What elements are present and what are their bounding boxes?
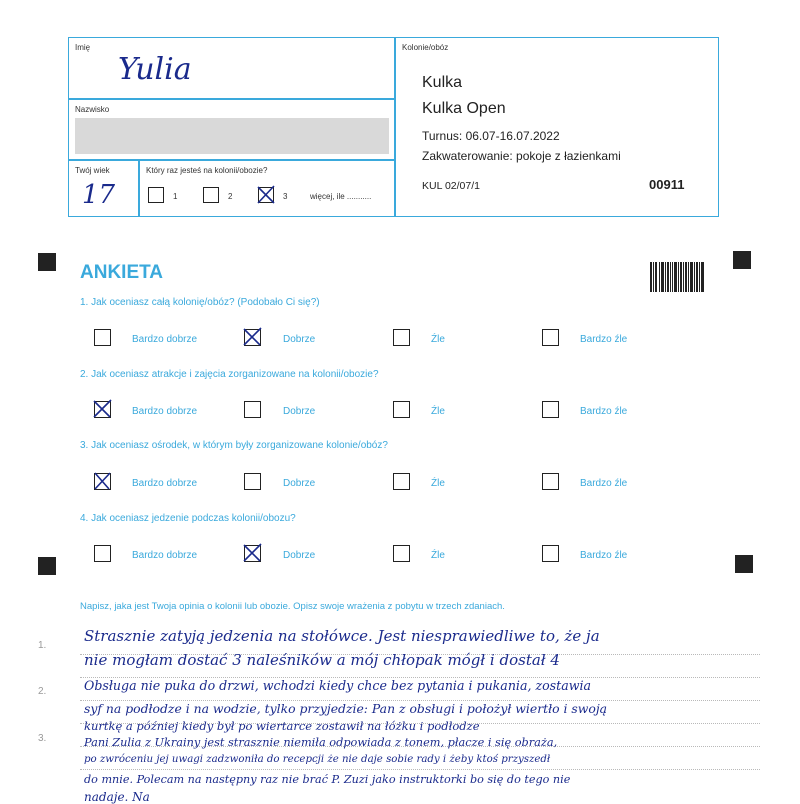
question-3: 3. Jak oceniasz ośrodek, w którym były zorganizowane kolonie/obóz? [80,440,388,451]
times-more-label: więcej, ile ........... [310,192,372,201]
q4-option-very-good: Bardzo dobrze [132,550,198,561]
name-label: Imię [75,43,91,52]
age-value: 17 [82,180,116,210]
handwriting-line-3: Obsługa nie puka do drzwi, wchodzi kiedy chce bez pytania i pukania, zostawia [84,678,592,693]
header-divider-surname [68,159,395,161]
handwriting-line-5: kurtkę a później kiedy był po wiertarce zostawił na łóżku i podłodze [84,719,480,733]
times-option-1: 1 [173,192,178,201]
q1-option-good: Dobrze [283,334,316,345]
question-1: 1. Jak oceniasz całą kolonię/obóz? (Podobało Ci się?) [80,297,320,308]
q3-checkbox-good[interactable] [244,473,261,490]
q3-option-bad: Źle [431,478,445,489]
line-number-2: 2. [38,686,47,697]
q3-option-good: Dobrze [283,478,316,489]
times-option-3: 3 [283,192,288,201]
writing-line [80,769,760,770]
q4-checkbox-very-good[interactable] [94,545,111,562]
registration-marker-top-left [38,253,56,271]
q3-option-very-good: Bardzo dobrze [132,478,198,489]
q2-checkbox-very-good[interactable] [94,401,111,418]
question-4: 4. Jak oceniasz jedzenie podczas kolonii/obozu? [80,513,296,524]
q1-checkbox-very-good[interactable] [94,329,111,346]
q4-option-bad: Źle [431,550,445,561]
surname-label: Nazwisko [75,105,110,114]
header-divider-age [138,159,140,217]
q2-checkbox-good[interactable] [244,401,261,418]
header-divider-name [68,98,395,100]
q2-checkbox-bad[interactable] [393,401,410,418]
registration-marker-bottom-right [735,555,753,573]
survey-title: ANKIETA [80,262,164,283]
q1-option-very-good: Bardzo dobrze [132,334,198,345]
handwriting-line-6: Pani Zulia z Ukrainy jest strasznie niemiła odpowiada z tonem, płacze i się obraża, [84,736,558,749]
q3-checkbox-very-good[interactable] [94,473,111,490]
q2-option-very-good: Bardzo dobrze [132,406,198,417]
opinion-prompt: Napisz, jaka jest Twoja opinia o kolonii lub obozie. Opisz swoje wrażenia z pobytu w trzech zdaniach. [80,601,505,612]
q1-option-bad: Źle [431,334,445,345]
q1-checkbox-good[interactable] [244,329,261,346]
times-checkbox-3[interactable] [258,187,274,203]
q4-checkbox-good[interactable] [244,545,261,562]
q2-option-very-bad: Bardzo źle [580,406,628,417]
accommodation: Zakwaterowanie: pokoje z łazienkami [422,149,621,163]
turnus: Turnus: 06.07-16.07.2022 [422,129,560,143]
q2-checkbox-very-bad[interactable] [542,401,559,418]
q2-option-good: Dobrze [283,406,316,417]
camp-label: Kolonie/obóz [402,43,449,52]
header-divider-vertical [394,37,396,217]
q3-option-very-bad: Bardzo źle [580,478,628,489]
q1-checkbox-bad[interactable] [393,329,410,346]
handwriting-line-1: Strasznie zatyją jedzenia na stołówce. Jest niesprawiedliwe to, że ja [84,627,600,645]
q4-option-good: Dobrze [283,550,316,561]
question-2: 2. Jak oceniasz atrakcje i zajęcia zorganizowane na kolonii/obozie? [80,369,379,380]
times-label: Który raz jesteś na kolonii/obozie? [146,166,268,175]
handwriting-line-8: do mnie. Polecam na następny raz nie brać P. Zuzi jako instruktorki bo się do tego nie [84,773,571,786]
q4-option-very-bad: Bardzo źle [580,550,628,561]
times-checkbox-1[interactable] [148,187,164,203]
q3-checkbox-very-bad[interactable] [542,473,559,490]
q1-option-very-bad: Bardzo źle [580,334,628,345]
line-number-3: 3. [38,733,47,744]
age-label: Twój wiek [75,166,110,175]
q1-checkbox-very-bad[interactable] [542,329,559,346]
barcode-icon [650,262,704,292]
camp-name: Kulka [422,74,463,91]
line-number-1: 1. [38,640,47,651]
camp-code: KUL 02/07/1 [422,180,480,192]
registration-marker-bottom-left [38,557,56,575]
q3-checkbox-bad[interactable] [393,473,410,490]
handwriting-line-4: syf na podłodze i na wodzie, tylko przyjedzie: Pan z obsługi i położył wiertło i swoją [84,701,608,716]
camp-program: Kulka Open [422,100,506,117]
surname-redacted [75,118,389,154]
registration-marker-top-right [733,251,751,269]
times-checkbox-2[interactable] [203,187,219,203]
name-value: Yulia [118,52,192,87]
handwriting-line-2: nie mogłam dostać 3 naleśników a mój chłopak mógł i dostał 4 [84,651,560,669]
q4-checkbox-very-bad[interactable] [542,545,559,562]
q2-option-bad: Źle [431,406,445,417]
form-number: 00911 [649,177,685,192]
handwriting-line-7: po zwróceniu jej uwagi zadzwoniła do recepcji że nie daje sobie rady i żeby ktoś przyszedł [84,754,551,765]
handwriting-line-9: nadaje. Na [84,790,150,804]
q4-checkbox-bad[interactable] [393,545,410,562]
times-option-2: 2 [228,192,233,201]
